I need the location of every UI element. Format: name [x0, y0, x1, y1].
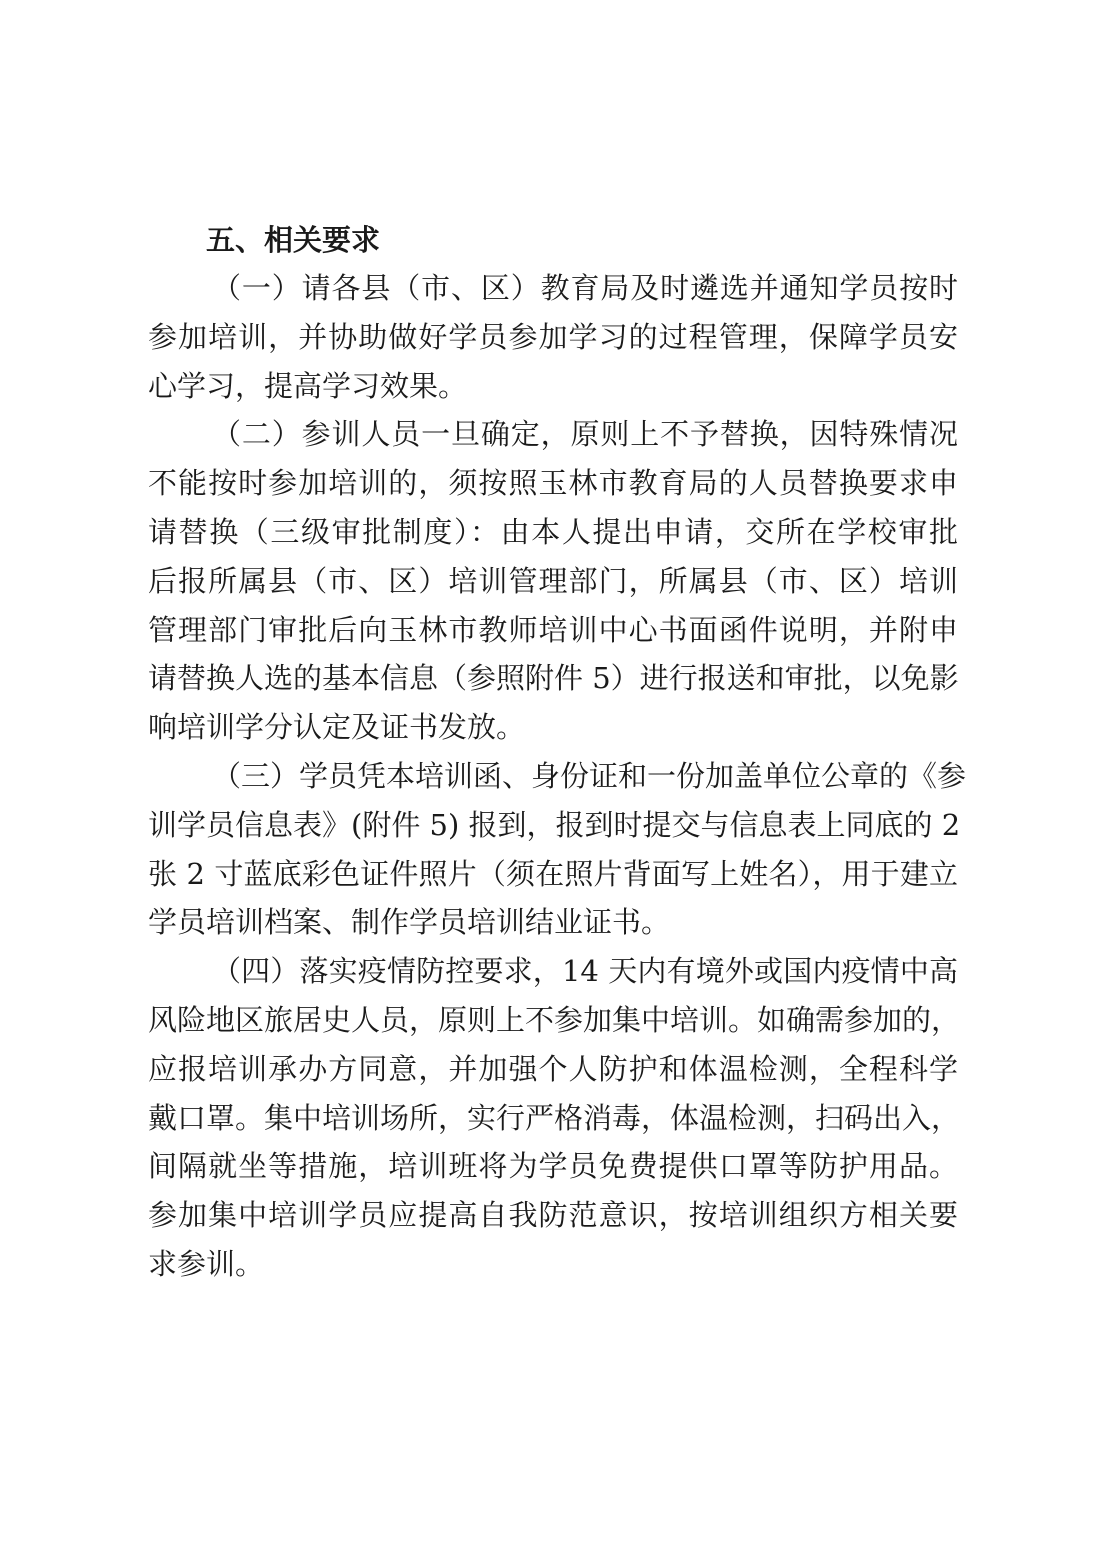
paragraph-line: 训学员信息表》(附件 5) 报到，报到时提交与信息表上同底的 2 — [148, 807, 961, 842]
paragraph-2 — [148, 410, 958, 752]
paragraph-line: （四）落实疫情防控要求，14 天内有境外或国内疫情中高 — [212, 954, 958, 989]
paragraph-4 — [148, 947, 961, 1289]
paragraph-line: 心学习，提高学习效果。 — [148, 368, 468, 403]
paragraph-line: 参加集中培训学员应提高自我防范意识，按培训组织方相关要 — [148, 1198, 958, 1233]
paragraph-1 — [148, 264, 958, 410]
paragraph-line: （一）请各县（市、区）教育局及时遴选并通知学员按时 — [212, 271, 958, 305]
paragraph-line: 应报培训承办方同意，并加强个人防护和体温检测，全程科学 — [148, 1051, 958, 1086]
paragraph-3 — [148, 752, 967, 947]
paragraph-line: 求参训。 — [148, 1246, 265, 1281]
paragraph-line: 请替换（三级审批制度）：由本人提出申请，交所在学校审批 — [148, 514, 958, 549]
paragraph-line: （三）学员凭本培训函、身份证和一份加盖单位公章的《参 — [212, 758, 967, 793]
paragraph-line: 请替换人选的基本信息（参照附件 5）进行报送和审批，以免影 — [148, 661, 959, 696]
paragraph-line: 学员培训档案、制作学员培训结业证书。 — [148, 905, 671, 940]
document-body — [148, 216, 967, 1289]
paragraph-line: （二）参训人员一旦确定，原则上不予替换，因特殊情况 — [212, 417, 958, 452]
paragraph-line: 不能按时参加培训的，须按照玉林市教育局的人员替换要求申 — [148, 466, 958, 501]
paragraph-line: 参加培训，并协助做好学员参加学习的过程管理，保障学员安 — [148, 319, 958, 354]
paragraph-line: 管理部门审批后向玉林市教师培训中心书面函件说明，并附申 — [148, 612, 958, 647]
section-heading: 五、相关要求 — [206, 223, 381, 257]
paragraph-line: 间隔就坐等措施，培训班将为学员免费提供口罩等防护用品。 — [148, 1149, 958, 1184]
paragraph-line: 戴口罩。集中培训场所，实行严格消毒，体温检测，扫码出入， — [148, 1100, 961, 1135]
paragraph-line: 张 2 寸蓝底彩色证件照片（须在照片背面写上姓名），用于建立 — [148, 856, 958, 891]
paragraph-line: 风险地区旅居史人员，原则上不参加集中培训。如确需参加的， — [148, 1002, 961, 1037]
paragraph-line: 响培训学分认定及证书发放。 — [148, 710, 526, 745]
paragraph-line: 后报所属县（市、区）培训管理部门，所属县（市、区）培训 — [148, 563, 958, 598]
